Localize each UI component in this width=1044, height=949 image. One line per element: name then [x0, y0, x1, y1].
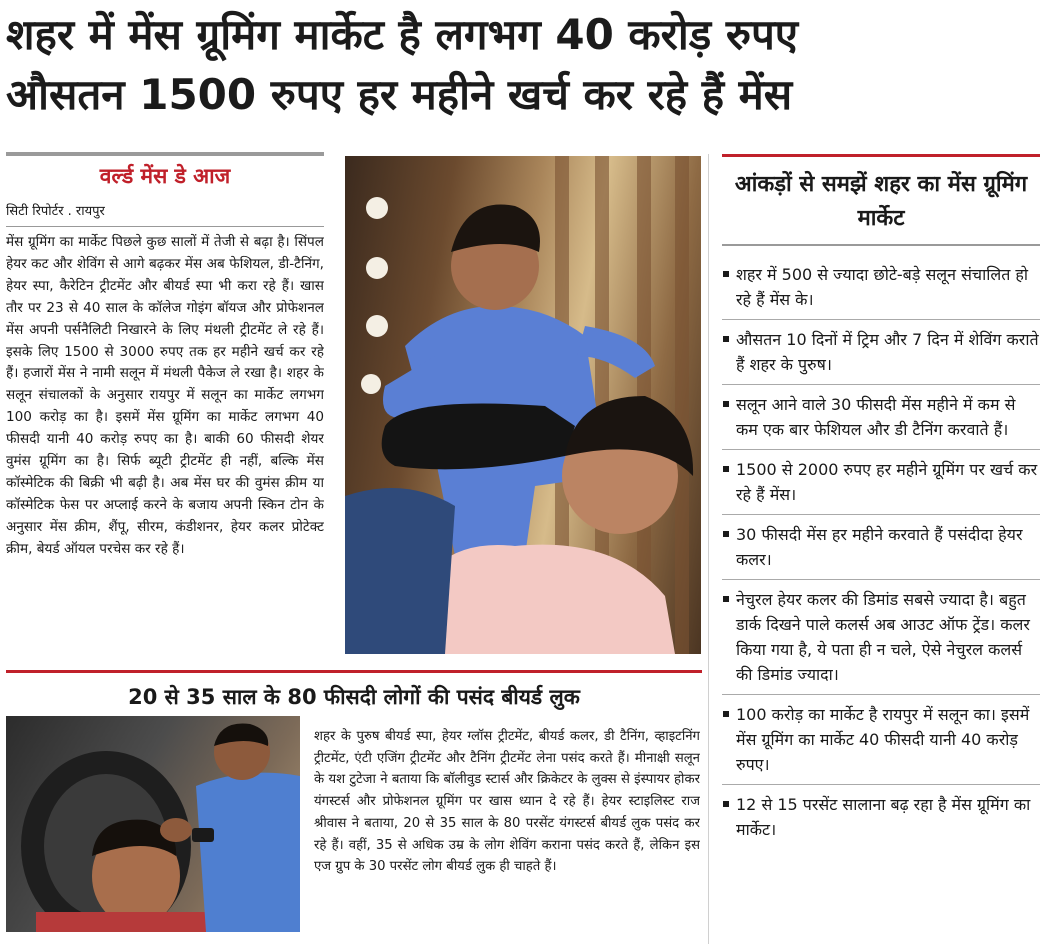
stat-item: सलून आने वाले 30 फीसदी मेंस महीने में कम से कम एक बार फेशियल और डी टैनिंग करवाते हैं। [722, 392, 1040, 442]
stat-divider [722, 384, 1040, 385]
stat-item: शहर में 500 से ज्यादा छोटे-बड़े सलून संचालित हो रहे हैं मेंस के। [722, 262, 1040, 312]
beard-story-body: शहर के पुरुष बीयर्ड स्पा, हेयर ग्लॉस ट्रीटमेंट, बीयर्ड कलर, डी टैनिंग, व्हाइटनिंग ट्रीटमेंट, एंटी एजिंग ट्रीटमेंट और टैनिंग ट्रीटमेंट लेना पसंद करते हैं। मीनाक्षी सलून के यश टुटेजा ने बताया कि बॉलीवुड स्टार्स और क्रिकेटर के लुक्स से इंस्पायर होकर यंगस्टर्स और प्रोफेशनल ग्रूमिंग पर खास ध्यान दे रहे हैं। हेयर स्टाइलिस्ट राज श्रीवास ने बताया, 20 से 35 साल के 80 परसेंट यंगस्टर्स बीयर्ड लुक पसंद कर रहे हैं। वहीं, 35 से अधिक उम्र के लोग शेविंग कराना पसंद करते हैं, लेकिन इस एज ग्रुप के 30 परसेंट लोग बीयर्ड लुक ही चाहते हैं। [314, 729, 700, 875]
left-column-rule [6, 152, 324, 156]
byline: सिटी रिपोर्टर . रायपुर [6, 204, 105, 219]
stat-item: औसतन 10 दिनों में ट्रिम और 7 दिन में शेविंग कराते हैं शहर के पुरुष। [722, 327, 1040, 377]
stat-divider [722, 319, 1040, 320]
headline-line-1: शहर में मेंस ग्रूमिंग मार्केट है लगभग 40 करोड़ रुपए [6, 10, 799, 59]
beard-story-rule [6, 670, 702, 673]
beard-photo-illustration [6, 716, 300, 932]
beard-grooming-photo [6, 716, 300, 932]
column-divider [708, 154, 709, 944]
main-story-body: मेंस ग्रूमिंग का मार्केट पिछले कुछ सालों में तेजी से बढ़ा है। सिंपल हेयर कट और शेविंग से आगे बढ़कर मेंस अब फेशियल, डी-टैनिंग, हेयर स्पा, कैरेटिन ट्रीटमेंट और बीयर्ड स्पा भी करा रहे हैं। खास तौर पर 23 से 40 साल के कॉलेज गोइंग बॉयज और प्रोफेशनल मेंस अपनी पर्सनैलिटी निखारने के लिए मंथली ट्रीटमेंट ले रहे हैं। इसके लिए 1500 से 3000 रुपए तक हर महीने खर्च कर रहे हैं। हजारों मेंस ने नामी सलून में मंथली पैकेज ले रखा है। शहर के सलून संचालकों के अनुसार रायपुर में सलून का मार्केट लगभग 100 करोड़ का है। इसमें मेंस ग्रूमिंग का मार्केट लगभग 40 फीसदी यानी 40 करोड़ रुपए का है। बाकी 60 फीसदी शेयर वुमंस ग्रूमिंग का है। सिर्फ ब्यूटी ट्रीटमेंट ही नहीं, बल्कि मेंस कॉस्मेटिक की बिक्री भी बढ़ी है। अब मेंस घर की वुमंस क्रीम या कॉस्मेटिक फेस पर अप्लाई करने के बजाय अपनी स्किन टोन के अनुसार मेंस क्रीम, शैंपू, सीरम, कंडीशनर, हेयर कलर प्रोटेक्ट क्रीम, बेयर्ड ऑयल परचेस कर रहे हैं। [6, 234, 324, 557]
story-kicker: वर्ल्ड मेंस डे आज [99, 164, 231, 188]
sidebar-title-rule [722, 244, 1040, 246]
stat-item: 12 से 15 परसेंट सालाना बढ़ रहा है मेंस ग्रूमिंग का मार्केट। [722, 792, 1040, 842]
stats-list [722, 262, 1040, 842]
sidebar-top-rule [722, 154, 1040, 157]
stat-divider [722, 694, 1040, 695]
stat-divider [722, 514, 1040, 515]
salon-haircut-photo [345, 156, 701, 654]
stat-item: 100 करोड़ का मार्केट है रायपुर में सलून का। इसमें मेंस ग्रूमिंग का मार्केट 40 फीसदी यानी 40 करोड़ रुपए। [722, 702, 1040, 777]
headline-line-2: औसतन 1500 रुपए हर महीने खर्च कर रहे हैं मेंस [6, 70, 793, 119]
sidebar-title: आंकड़ों से समझें शहर का मेंस ग्रूमिंग मार्केट [734, 172, 1028, 231]
byline-divider [6, 226, 324, 227]
stat-divider [722, 579, 1040, 580]
beard-story-headline: 20 से 35 साल के 80 फीसदी लोगों की पसंद बीयर्ड लुक [128, 685, 580, 709]
salon-photo-illustration [345, 156, 701, 654]
stat-item: 1500 से 2000 रुपए हर महीने ग्रूमिंग पर खर्च कर रहे हैं मेंस। [722, 457, 1040, 507]
stat-item: नेचुरल हेयर कलर की डिमांड सबसे ज्यादा है। बहुत डार्क दिखने पाले कलर्स अब आउट ऑफ ट्रेंड। कलर किया गया है, ये पता ही न चले, ऐसे नेचुरल कलर्स की डिमांड ज्यादा। [722, 587, 1040, 687]
stat-divider [722, 784, 1040, 785]
stat-divider [722, 449, 1040, 450]
stat-item: 30 फीसदी मेंस हर महीने करवाते हैं पसंदीदा हेयर कलर। [722, 522, 1040, 572]
